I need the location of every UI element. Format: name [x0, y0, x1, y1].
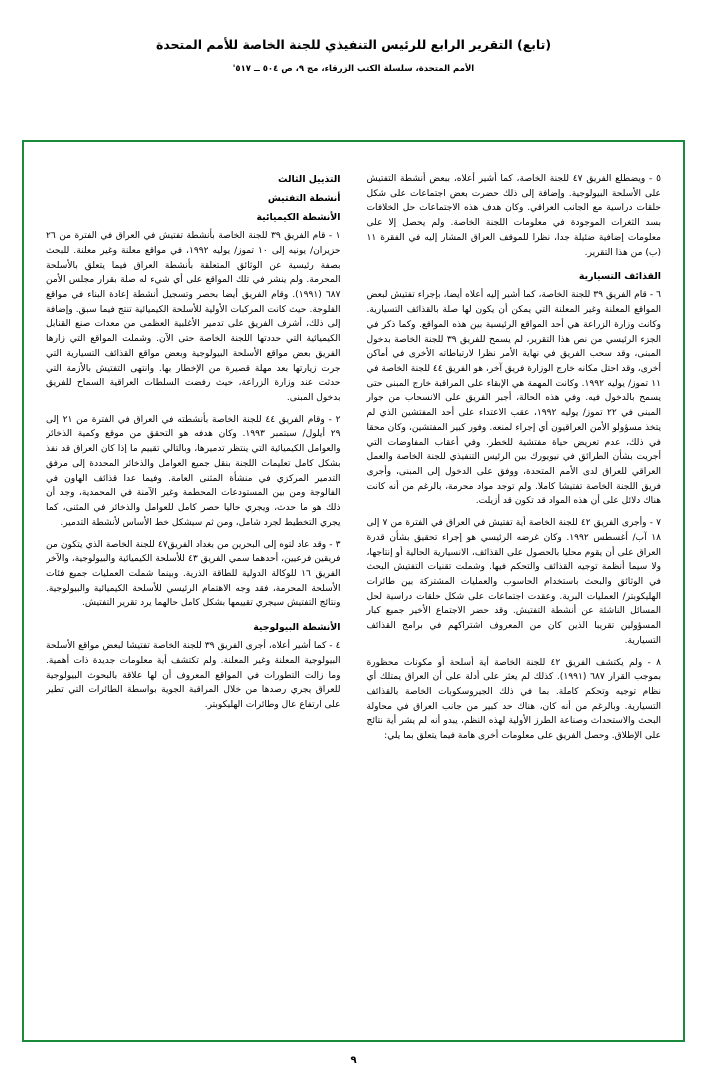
content-frame [22, 140, 685, 1042]
document-subtitle: الأمم المتحدة، سلسلة الكتب الزرقاء، مج ٩، ص ٥٠٤ ــ ٥١٧' [232, 63, 475, 74]
paragraph-3: ٣ - وقد عاد لتوه إلى البحرين من بغداد الفريق٤٧ للجنة الخاصة الذي يتكون من فريقين فرعيين، أحدهما سمي الفريق ٤٣ للأسلحة الكيميائية والبيولوجية، والآخر الفريق ١٦ للوكالة الدولية للطاقة الذرية. وبينما شملت العمليات جميع فئات الأسلحة المحرمة، فقد وجه الاهتمام الرئيسي للأسلحة الكيميائية والبيولوجية. ونتائج التفتيش سيجري تقييمها بشكل كامل حالهما يرد تقرير التفتيش. [46, 539, 341, 609]
paragraph-7: ٧ - وأجرى الفريق ٤٢ للجنة الخاصة أية تفتيش في العراق في الفترة من ٧ إلى ١٨ آب/ أغسطس ١٩٩٢. وكان غرضه الرئيسي هو إجراء تحقيق بشأن قدرة العراق على أن يقوم محليا بالحصول على القذائف، الانسيارية الحالية أو إنتاجها، ولا سيما أنظمة توجيه القذائف والتحكم فيها. وشملت تقنيات التفتيش البحث في الوثائق والبحث باستخدام الحاسوب والعمليات المشتركة بين طائرات الهليكوبتر/ العمليات البرية. وعقدت اجتماعات على شكل حلقات دراسية لحل المسائل الناشئة عن أنشطة التفتيش. وقد حضر الاجتماع الأخير جميع كبار المسؤولين تقريبا الذين كان من المعروف اشتراكهم في برامج القذائف التسيارية. [366, 518, 661, 646]
document-page [0, 36, 707, 1072]
paragraph-8: ٨ - ولم يكتشف الفريق ٤٢ للجنة الخاصة أية أسلحة أو مكونات محظورة بموجب القرار ٦٨٧ (١٩٩١). كذلك لم يعثر على أدلة على أن العراق يمتلك أي نظام توجيه وتحكم كاملة. بما في ذلك الجيروسكوبات الخاصة بالقذائف التسيارية. وبالرغم من أنه كان، هناك حد كبير من جانب العراق في محاولة البحث والاستحداث وصناعة الطرز الأولية لهذه النظم، يبدو أنه لم يشر أية نتائج على الإطلاق. وحصل الفريق على معلومات أخرى هامة فيما يتعلق بما يلي: [366, 657, 661, 742]
heading-ballistic-missiles: القذائف التسيارية [578, 271, 661, 283]
column-right [46, 172, 341, 1026]
paragraph-2: ٢ - وقام الفريق ٤٤ للجنة الخاصة بأنشطته في العراق في الفترة من ٢١ إلى ٢٩ أيلول/ سبتمبر ١٩٩٣. وكان هدفه هو التحقق من موقع وكمية الذخائر والعوامل الكيميائية التي ينتظر تدميرها، وبالتالي تقييم ما إذا كان العراق قد نفذ بشكل كامل تعليمات اللجنة بنقل جميع العوامل والذخائر المحددة إلى مرفق التدمير المركزي في منشأة المثنى العامة. وفيما عدا قذائف الهاون في الفالوجة ومن بين المستودعات المحطمة وغير الآمنة في المحمدية، وجد أن ذلك هو ما حدث، ويجري حاليا حصر كامل للعوامل والذخائر في المثنى، كما يجري التخطيط لجرد شامل، ومن ثم سيشكل خط الأساس لأنشطة التدمير. [46, 414, 341, 528]
paragraph-1: ١ - قام الفريق ٣٩ للجنة الخاصة بأنشطة تفتيش في العراق في الفترة من ٢٦ حزيران/ يونيه إلى ١٠ تموز/ يوليه ١٩٩٢، في مواقع معلنة وغير معلنة. للبحث بصفة رئيسية عن الوثائق المتعلقة بأنشطة العراق فيما يتعلق بالأسلحة المحرمة. ولم ينشر في تلك المواقع على أي شيء له صلة بقرار مجلس الأمن ٦٨٧ (١٩٩١). وقام الفريق أيضا بحصر وتسجيل أنشطة إعادة البناء في مواقع الفلوجة. حيث كانت المركبات الأولية للأسلحة الكيميائية تنتج فيما سبق. وإضافة إلى ذلك، أشرف الفريق على تدمير الأغلبية العظمى من معدات صنع القنابل الكيميائية التي حددتها اللجنة الخاصة حتى الآن. وشملت المواقع التي زارها الفريق بعض مواقع الأسلحة البيولوجية وبعض مواقع القذائف التسيارية التي جرت زيارتها بعد مهلة قصيرة من الإخطار بها. وانتهى التفتيش بالأزمة التي حدثت عند وزارة الزراعة، حيث رفضت السلطات العراقية السماح للفريق بدخول المبنى. [46, 231, 341, 404]
column-left [367, 172, 662, 1026]
heading-appendix-three: التذييل الثالث [278, 174, 341, 185]
document-title: (تابع) التقرير الرابع للرئيس التنفيذي للجنة الخاصة للأمم المتحدة [155, 37, 552, 52]
heading-biological-activities: الأنشطة البيولوجية [253, 622, 341, 634]
page-number: ٩ [350, 1055, 357, 1066]
paragraph-4: ٤ - كما أشير أعلاه، أجرى الفريق ٣٩ للجنة الخاصة تفتيشا لبعض مواقع الأسلحة البيولوجية المعلنة وغير المعلنة. ولم تكتشف أية معلومات جديدة ذات أهمية. وما زالت التطورات في المواقع المعروف أن لها علاقة بالبحوث البيولوجية للعراق يجري رصدها من خلال المراقبة الجوية بواسطة الطائرات التي تطير على ارتفاع عال وطائرات الهليكوبتر. [46, 641, 341, 711]
heading-inspection-activities: أنشطة التفتيش [267, 193, 341, 205]
paragraph-5: ٥ - ‌ويضطلع الفريق ٤٧ للجنة الخاصة، كما أشير أعلاه، ببعض أنشطة التفتيش على الأسلحة البيولوجية. وإضافة إلى ذلك حضرت بعض اجتماعات على شكل حلقات دراسية مع الجانب العراقي. وكان هدف هذه الاجتماعات حل الخلافات بسد الثغرات الموجودة في معلومات اللجنة الخاصة. ولم يحصل إلا على معلومات إضافية ضئيلة جدا، نظرا للموقف العراق المشار إليه في الفقرة ١١ (ب) من هذا التقرير. [366, 174, 661, 258]
paragraph-6: ٦ - قام الفريق ٣٩ للجنة الخاصة، كما أشير إليه أعلاه أيضا، بإجراء تفتيش لبعض المواقع المعلنة وغير المعلنة التي يمكن أن يكون لها صلة بالقذائف التسيارية. وكانت وزارة الزراعة هي أحد المواقع الرئيسية بين هذه المواقع. وكما ذكر في الجزء الرئيسي من نص هذا التقرير، لم يسمح للفريق ٣٩ للجنة الخاصة بدخول المبنى، وقد سحب الفريق في نهاية الأمر نظرا لارتباطاته الأخرى في أماكن أخرى، وقد احتل مكانه خارج الوزارة فريق آخر، هو الفريق ٤٤ للجنة الخاصة في ١١ تموز/ يوليه ١٩٩٢. وكانت المهمة هي الإبقاء على المراقبة خارج المبنى حتى يسمح بالدخول فيه. وفي هذه الحالة، أجبر الفريق على الانسحاب من جوار المبنى في ٢٢ تموز/ يوليه ١٩٩٢، عقب الاعتداء على أحد المفتشين الذي لم يتخذ مسؤولو الأمن العراقيون أي إجراء لمنعه. وفور كبير المفتشين، وكان محقا في ذلك، عدم تعريض حياة مفتشية للخطر. وفي أعقاب المفاوضات التي أجريت بشأن الطرائق في نيويورك بين الرئيس التنفيذي للجنة الخاصة والعمل العراقي للعراق لدى الأمم المتحدة، ووفق على الدخول إلى المبنى، وأجرى فريق اللجنة الخاصة تفتيشا كاملا. ولم توجد مواد محرمة، بالرغم من أنه كانت هناك دلائل على أن هذه المواد قد تكون قد أزيلت. [366, 290, 661, 507]
heading-chemical-activities: الأنشطة الكيميائية [256, 212, 341, 224]
